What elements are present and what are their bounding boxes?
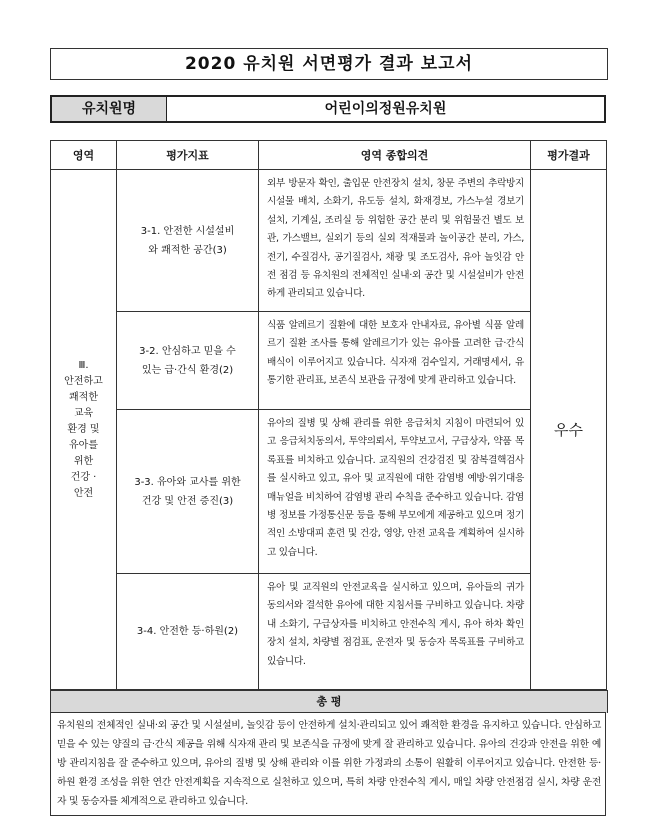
- name-label: 유치원명: [52, 97, 167, 121]
- name-value: 어린이의정원유치원: [324, 101, 447, 117]
- evaluation-table: [50, 140, 607, 690]
- kindergarten-name-box: [50, 95, 606, 123]
- result-cell: 우수: [531, 170, 607, 690]
- report-title: 2020 유치원 서면평가 결과 보고서: [50, 48, 608, 80]
- header-result: 평가결과: [531, 141, 607, 170]
- table-row: [51, 574, 607, 690]
- opinion-cell: 유아의 질병 및 상해 관리를 위한 응급처치 지침이 마련되어 있고 응급처치동의서, 투약의뢰서, 투약보고서, 구급상자, 약품 목록표를 비치하고 있습니다. 교직원의 건강검진 및 잠복결핵검사를 실시하고 있고, 유아 및 교직원에 대한 감염병 예방·위기대응 매뉴얼을 비치하여 감염병 관리 수칙을 준수하고 있습니다. 감염병 정보를 가정통신문 등을 통해 부모에게 제공하고 있으며 정기적인 소방대피 훈련 및 건강, 영양, 안전 교육을 계획하여 실시하고 있습니다.: [259, 410, 531, 574]
- indicator-cell: 3-2. 안심하고 믿을 수 있는 급·간식 환경(2): [117, 312, 259, 410]
- indicator-cell: 3-4. 안전한 등·하원(2): [117, 574, 259, 690]
- header-opinion: 영역 종합의견: [259, 141, 531, 170]
- table-row: [51, 312, 607, 410]
- area-cell: Ⅲ. 안전하고 쾌적한 교육 환경 및 유아를 위한 건강 · 안전: [51, 170, 117, 690]
- opinion-cell: 식품 알레르기 질환에 대한 보호자 안내자료, 유아별 식품 알레르기 질환 조사를 통해 알레르기가 있는 유아를 고려한 급·간식 배식이 이루어지고 있습니다. 식자재 검수일지, 거래명세서, 유통기한 관리표, 보존식 보관을 규정에 맞게 관리하고 있습니다.: [259, 312, 531, 410]
- summary-text: 유치원의 전체적인 실내·외 공간 및 시설설비, 놀잇감 등이 안전하게 설치·관리되고 있어 쾌적한 환경을 유지하고 있습니다. 안심하고 믿을 수 있는 양질의 급·간식 제공을 위해 식자재 관리 및 보존식을 규정에 맞게 잘 관리하고 있습니다. 유아의 건강과 안전을 위한 예방 관리지침을 잘 준수하고 있으며, 유아의 질병 및 상해 관리와 이를 위한 가정과의 소통이 원활히 이루어지고 있습니다. 안전한 등·하원 환경 조성을 위한 연간 안전계획을 지속적으로 실천하고 있으며, 특히 차량 안전수칙 게시, 매일 차량 안전점검 실시, 차량 운전자 및 동승자를 체계적으로 관리하고 있습니다.: [57, 720, 601, 807]
- table-row: [51, 170, 607, 312]
- header-indicator: 평가지표: [117, 141, 259, 170]
- summary-heading: 총 평: [50, 690, 608, 713]
- summary-box: [50, 712, 606, 816]
- indicator-cell: 3-1. 안전한 시설설비 와 쾌적한 공간(3): [117, 170, 259, 312]
- opinion-cell: 외부 방문자 확인, 출입문 안전장치 설치, 창문 주변의 추락방지 시설물 배치, 소화기, 유도등 설치, 화재경보, 가스누설 경보기 설치, 기계실, 조리실 등 위험한 공간 분리 및 위험물건 별도 보관, 가스밸브, 실외기 등의 실외 적재물과 놀이공간 분리, 가스, 전기, 수질검사, 공기질검사, 채광 및 조도검사, 유아 놀잇감 안전 점검 등 유치원의 전체적인 실내·외 공간 및 시설설비가 안전하게 관리되고 있습니다.: [259, 170, 531, 312]
- header-row: [51, 141, 607, 170]
- opinion-cell: 유아 및 교직원의 안전교육을 실시하고 있으며, 유아들의 귀가 동의서와 결석한 유아에 대한 지침서를 구비하고 있습니다. 차량 내 소화기, 구급상자를 비치하고 안전수칙 게시, 유아 하차 확인 장치 설치, 차량별 점검표, 운전자 및 동승자 목록표를 구비하고 있습니다.: [259, 574, 531, 690]
- table-row: [51, 410, 607, 574]
- indicator-cell: 3-3. 유아와 교사를 위한 건강 및 안전 증진(3): [117, 410, 259, 574]
- header-area: 영역: [51, 141, 117, 170]
